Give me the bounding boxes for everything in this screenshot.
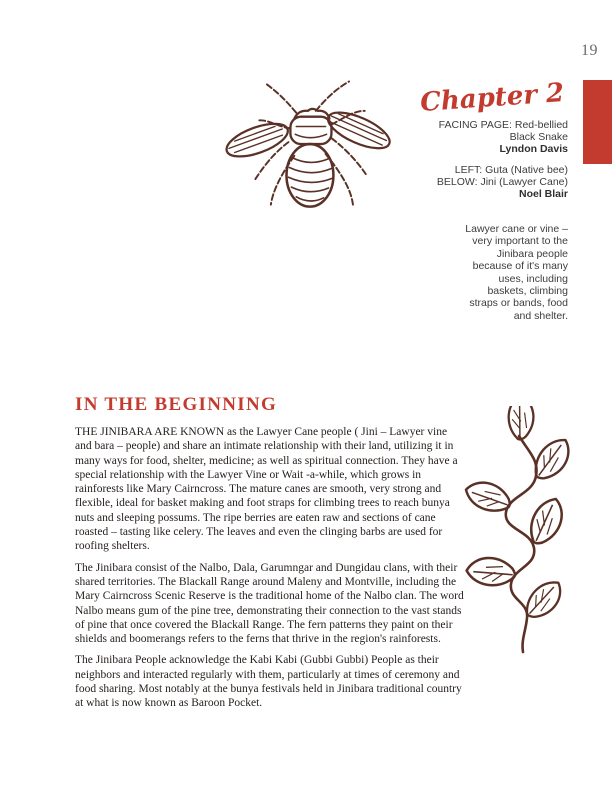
section-heading: IN THE BEGINNING bbox=[75, 394, 278, 415]
bee-illustration-icon bbox=[222, 76, 394, 218]
main-text-column bbox=[75, 394, 465, 718]
credit-line: BELOW: Jini (Lawyer Cane) bbox=[436, 176, 568, 188]
photographer-name: Noel Blair bbox=[518, 188, 568, 200]
credit-line: Black Snake bbox=[509, 131, 568, 143]
body-paragraph: The Jinibara consist of the Nalbo, Dala, Garumngar and Dungidau clans, with their shared territories. The Blackall Range around Maleny and Montville, including the Mary Cairncross Scenic Reserve is the traditional home of the Nalbo clan. The word Nalbo means gum of the pine tree, demonstrating their connection to the vast stands of pine that once covered the Blackall Range. The fern patterns they paint on their shields and boomerangs refers to the ferns that thrive in the region's rainforests. bbox=[75, 561, 464, 646]
credit-line: FACING PAGE: Red-bellied bbox=[438, 119, 568, 131]
side-note: Lawyer cane or vine – very important to the Jinibara people because of it's many uses, including baskets, climbing straps or bands, food and shelter. bbox=[465, 223, 568, 322]
body-paragraph: The Jinibara People acknowledge the Kabi Kabi (Gubbi Gubbi) People as their neighbors and interacted regularly with them, particularly at times of ceremony and food sharing. Most notably at the bunya festivals held in Jinibara traditional country at what is now known as Baroon Pocket. bbox=[75, 654, 462, 710]
credit-facing-page bbox=[388, 119, 568, 155]
page-number: 19 bbox=[581, 42, 598, 59]
photographer-name: Lyndon Davis bbox=[499, 143, 568, 155]
vine-illustration-icon bbox=[463, 406, 585, 654]
body-paragraph: THE JINIBARA ARE KNOWN as the Lawyer Cane people ( Jini – Lawyer vine and bara – people) and share an intimate relationship with their land, utilizing it in many ways for food, shelter, medicine; as well as spiritual connection. They have a special relationship with the Lawyer Vine or Wait -a-while, which grows in rainforests like Mary Cairncross. The mature canes are smooth, very strong and flexible, ideal for basket making and foot straps for climbing trees to reach bunya nuts and sleeping possums. The ripe berries are eaten raw and sections of cane roasted – tasting like celery. The leaves and even the clinging barbs are used for roofing shelters. bbox=[75, 426, 458, 553]
credit-line: LEFT: Guta (Native bee) bbox=[454, 164, 568, 176]
credit-left-below bbox=[388, 164, 568, 200]
accent-bar bbox=[583, 80, 612, 164]
chapter-title: Chapter 2 bbox=[419, 78, 566, 119]
photo-credits bbox=[388, 119, 568, 209]
